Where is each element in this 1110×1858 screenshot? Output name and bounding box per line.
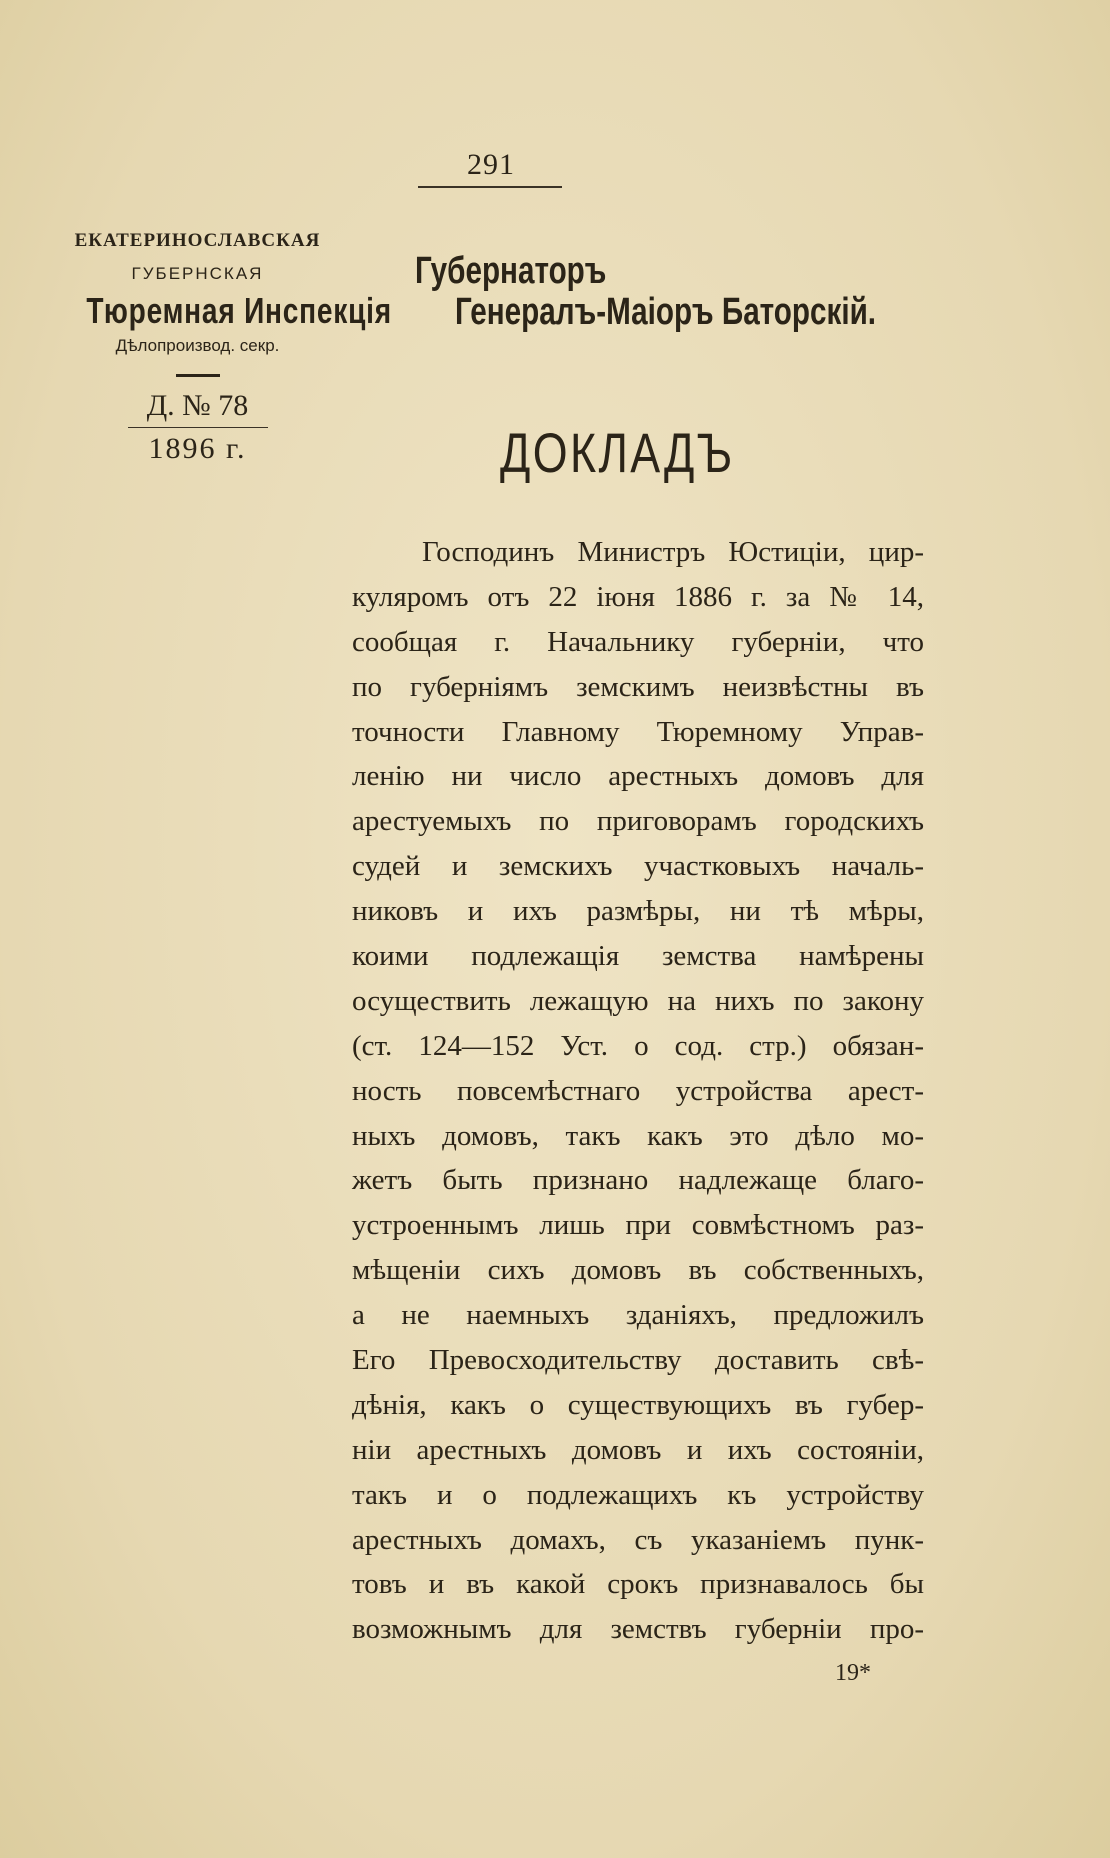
header-office: Дѣлопроизвод. секр. xyxy=(115,336,280,355)
body-line: коими подлежащія земства намѣрены xyxy=(352,940,924,973)
addressee-name: Генералъ-Маіоръ Баторскій. xyxy=(455,291,877,333)
body-line: дѣнія, какъ о существующихъ въ губер- xyxy=(352,1388,924,1421)
body-line: никовъ и ихъ размѣры, ни тѣ мѣры, xyxy=(352,895,924,928)
body-line: арестуемыхъ по приговорамъ городскихъ xyxy=(352,805,924,838)
addressee-title: Губернаторъ xyxy=(415,250,607,292)
body-line: такъ и о подлежащихъ къ устройству xyxy=(352,1478,924,1511)
header-gubernskaya: ГУБЕРНСКАЯ xyxy=(131,264,264,283)
document-title: ДОКЛАДЪ xyxy=(500,421,735,484)
case-year: 1896 г. xyxy=(148,432,247,465)
page-number-rule xyxy=(418,186,562,188)
body-line: мѣщеніи сихъ домовъ въ собственныхъ, xyxy=(352,1254,924,1287)
body-line: возможнымъ для земствъ губерніи про- xyxy=(352,1613,924,1646)
body-line: арестныхъ домахъ, съ указаніемъ пунк- xyxy=(352,1523,924,1556)
body-line: ленію ни число арестныхъ домовъ для xyxy=(352,760,924,793)
header-rule xyxy=(176,374,220,377)
body-line: ность повсемѣстнаго устройства арест- xyxy=(352,1074,924,1107)
body-line: жетъ быть признано надлежаще благо- xyxy=(352,1164,924,1197)
page-number: 291 xyxy=(467,148,515,181)
signature-mark: 19* xyxy=(835,1660,871,1686)
body-line: устроеннымъ лишь при совмѣстномъ раз- xyxy=(352,1209,924,1242)
body-line: точности Главному Тюремному Управ- xyxy=(352,715,924,748)
header-province: ЕКАТЕРИНОСЛАВСКАЯ xyxy=(74,230,321,251)
body-line: (ст. 124—152 Уст. о сод. стр.) обязан- xyxy=(352,1029,924,1062)
body-line: а не наемныхъ зданіяхъ, предложилъ xyxy=(352,1299,924,1332)
left-header xyxy=(55,230,392,466)
body-line: ныхъ домовъ, такъ какъ это дѣло мо- xyxy=(352,1119,924,1152)
body-line: куляромъ отъ 22 іюня 1886 г. за № 14, xyxy=(352,580,924,613)
body-line: осуществить лежащую на нихъ по закону xyxy=(352,984,924,1017)
addressee xyxy=(415,250,935,334)
header-inspection: Тюремная Инспекція xyxy=(86,290,392,331)
body-line: Его Превосходительству доставить свѣ- xyxy=(352,1344,924,1377)
body-text xyxy=(352,530,924,1652)
body-line: сообщая г. Начальнику губерніи, что xyxy=(352,625,924,658)
body-line: по губерніямъ земскимъ неизвѣстны въ xyxy=(352,670,924,703)
case-rule xyxy=(128,427,268,428)
body-line: Господинъ Министръ Юстиціи, цир- xyxy=(422,536,924,568)
body-line: товъ и въ какой срокъ признавалось бы xyxy=(352,1568,924,1601)
case-number: Д. № 78 xyxy=(146,389,249,422)
body-line: судей и земскихъ участковыхъ началь- xyxy=(352,850,924,883)
body-line: ніи арестныхъ домовъ и ихъ состояніи, xyxy=(352,1433,924,1466)
